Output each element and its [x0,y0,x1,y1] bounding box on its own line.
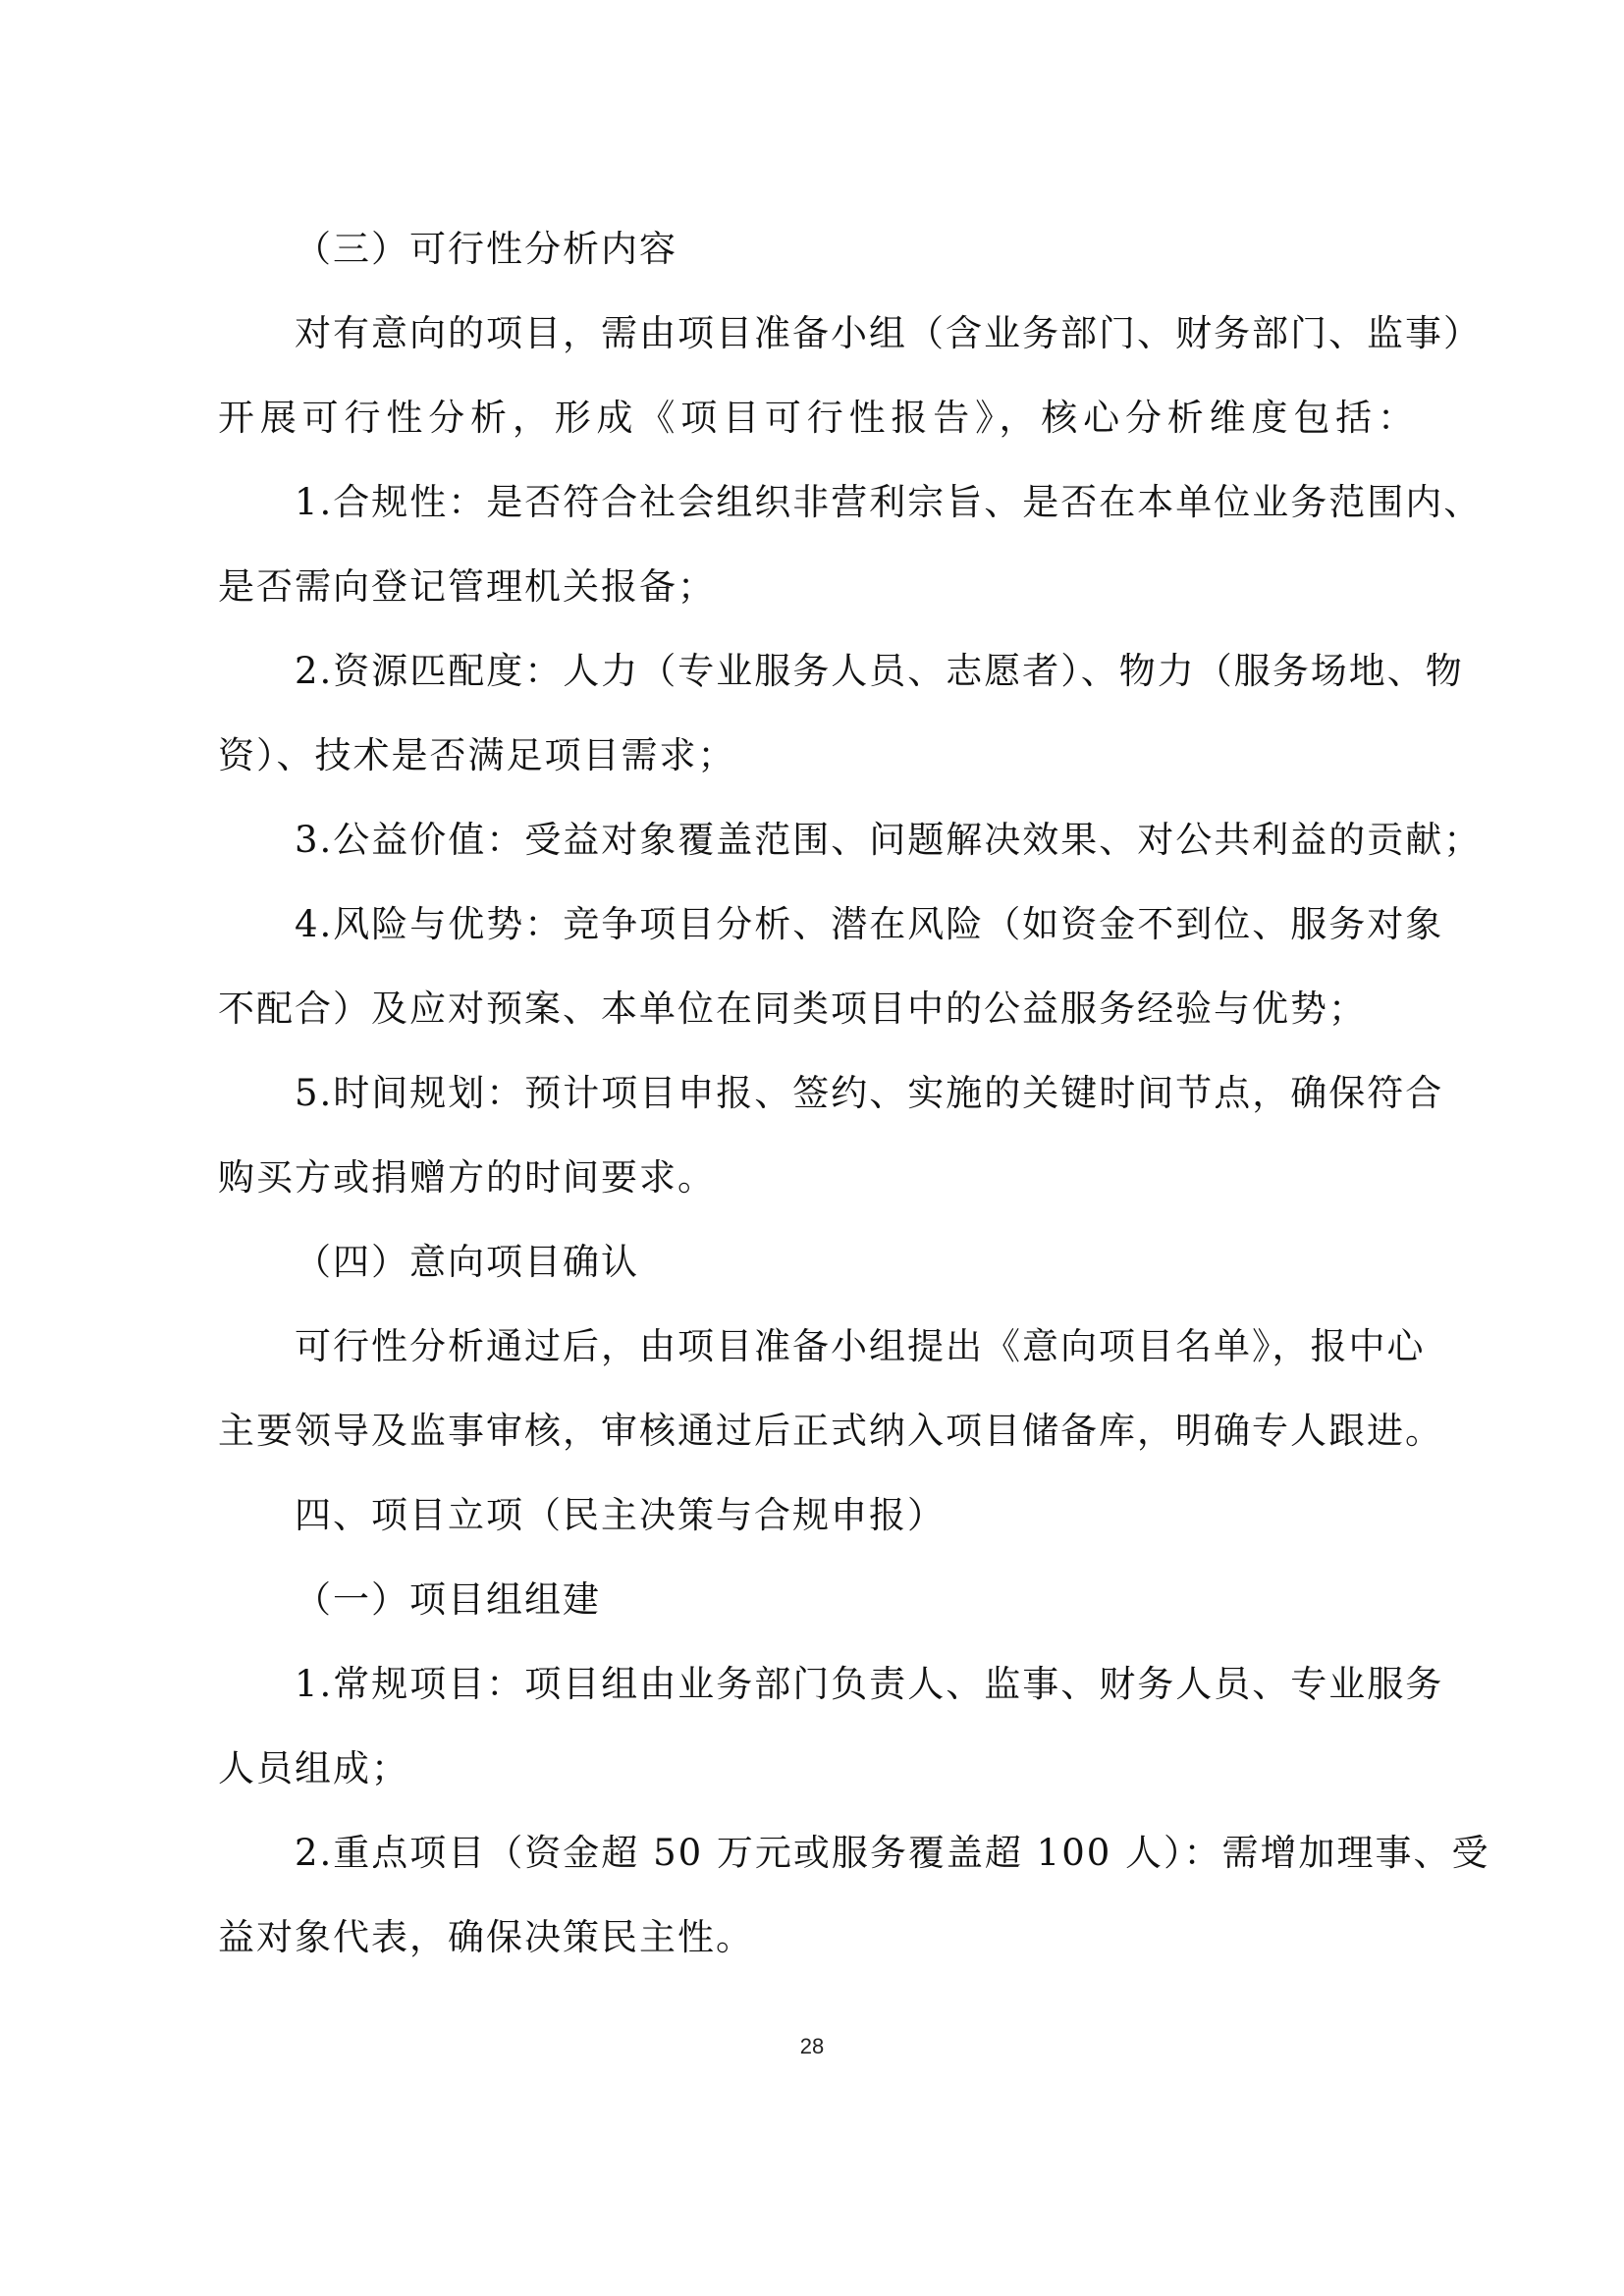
list-item-resource-match-continued: 资）、技术是否满足项目需求； [218,734,736,776]
list-item-resource-match: 2.资源匹配度：人力（专业服务人员、志愿者）、物力（服务场地、物 [295,650,1464,692]
list-item-time-planning-continued: 购买方或捐赠方的时间要求。 [218,1156,716,1199]
list-item-regular-project-continued: 人员组成； [218,1747,409,1789]
subsection-heading-project-team: （一）项目组组建 [295,1578,601,1621]
page-number: 28 [799,2034,825,2058]
list-item-risk-advantage-continued: 不配合）及应对预案、本单位在同类项目中的公益服务经验与优势； [218,988,1367,1030]
list-item-key-project-continued: 益对象代表，确保决策民主性。 [218,1916,754,1958]
list-item-risk-advantage: 4.风险与优势：竞争项目分析、潜在风险（如资金不到位、服务对象 [295,903,1444,945]
list-item-time-planning: 5.时间规划：预计项目申报、签约、实施的关键时间节点，确保符合 [295,1072,1444,1114]
section-heading-project-confirmation: （四）意向项目确认 [295,1241,639,1283]
paragraph-line: 主要领导及监事审核，审核通过后正式纳入项目储备库，明确专人跟进。 [218,1410,1443,1452]
list-item-public-value: 3.公益价值：受益对象覆盖范围、问题解决效果、对公共利益的贡献； [295,819,1483,861]
list-item-regular-project: 1.常规项目：项目组由业务部门负责人、监事、财务人员、专业服务 [295,1663,1444,1705]
list-item-compliance-continued: 是否需向登记管理机关报备； [218,565,716,608]
section-heading-feasibility: （三）可行性分析内容 [295,228,677,270]
list-item-key-project: 2.重点项目（资金超 50 万元或服务覆盖超 100 人）：需增加理事、受 [295,1832,1490,1874]
section-heading-project-initiation: 四、项目立项（民主决策与合规申报） [295,1494,946,1536]
list-item-compliance: 1.合规性：是否符合社会组织非营利宗旨、是否在本单位业务范围内、 [295,481,1483,523]
paragraph-line: 对有意向的项目，需由项目准备小组（含业务部门、财务部门、监事） [295,312,1482,354]
paragraph-line: 开展可行性分析，形成《项目可行性报告》，核心分析维度包括： [218,397,1416,439]
paragraph-line: 可行性分析通过后，由项目准备小组提出《意向项目名单》，报中心 [295,1325,1426,1367]
